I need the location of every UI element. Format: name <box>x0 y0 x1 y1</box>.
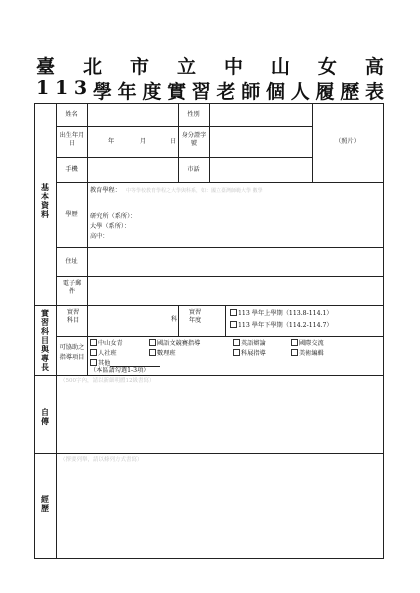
title-form-char: 老 <box>216 81 236 103</box>
subject-label: 實習科目 <box>66 309 80 324</box>
autobio-hint: （500字內，請以新細明體12級書寫） <box>60 378 155 384</box>
phone-label: 市話 <box>187 166 200 173</box>
title-form-char: 人 <box>290 81 310 103</box>
resume-form <box>34 103 384 558</box>
edu-line-university: 大學（系所）： <box>90 223 131 230</box>
address-label: 住址 <box>65 258 78 265</box>
title-school-char: 女 <box>317 56 337 78</box>
edu-line-highschool: 高中： <box>90 233 109 240</box>
title-form-char: 個 <box>266 81 286 103</box>
title-form <box>0 77 420 104</box>
title-form-char: 習 <box>191 81 211 103</box>
edu-hint: 中等學校教育學程之大學與科系，如：國立臺灣師範大學 數學 <box>126 188 263 194</box>
title-school <box>0 52 420 79</box>
guide-option-humanities[interactable]: 人社班 <box>90 349 117 358</box>
guide-label: 可協助之指導項目 <box>59 344 85 361</box>
year-label: 實習年度 <box>188 309 202 324</box>
title-school-char: 山 <box>270 56 290 78</box>
dob-label: 出生年月日 <box>59 132 85 147</box>
edu-line-graduate: 研究所（系所）： <box>90 213 137 220</box>
guide-option-chinese[interactable]: 國語文競賽指導 <box>149 339 200 348</box>
year-option-2[interactable]: 113 學年下學期（114.2-114.7） <box>230 321 333 330</box>
guide-option-fair[interactable]: 科展指導 <box>233 349 266 358</box>
title-form-char: 1 <box>36 77 50 99</box>
guide-option-other[interactable]: 其他 <box>90 359 110 368</box>
title-form-char: 度 <box>142 81 162 103</box>
section-experience-label: 經歷 <box>41 494 49 513</box>
title-school-char: 立 <box>176 56 196 78</box>
name-label: 姓名 <box>65 111 78 118</box>
education-label: 學歷 <box>65 211 78 218</box>
gender-label: 性別 <box>187 111 200 118</box>
title-school-char: 中 <box>223 56 243 78</box>
title-form-char: 歷 <box>340 81 360 103</box>
mobile-label: 手機 <box>65 166 78 173</box>
title-school-char: 臺 <box>36 56 56 78</box>
edu-line-program: 教育學程： <box>90 187 121 194</box>
title-form-char: 表 <box>364 81 384 103</box>
id-label: 身分證字號 <box>181 132 207 147</box>
title-form-char: 師 <box>241 81 261 103</box>
title-form-char: 1 <box>54 77 69 99</box>
guide-option-art[interactable]: 美術編輯 <box>291 349 324 358</box>
guide-note: （本區請勾選1-3項） <box>90 367 150 374</box>
guide-option-science[interactable]: 數理班 <box>149 349 176 358</box>
dob-year: 年 <box>108 138 115 145</box>
dob-day: 日 <box>170 138 177 145</box>
section-autobio-label: 自傳 <box>41 407 49 426</box>
experience-hint: （擇要列舉，請以條列方式書寫） <box>60 457 143 463</box>
title-form-char: 實 <box>167 81 187 103</box>
guide-option-intl[interactable]: 國際交流 <box>291 339 324 348</box>
guide-option-zhongshan[interactable]: 中山女青 <box>90 339 123 348</box>
title-form-char: 履 <box>315 81 335 103</box>
subject-suffix: 科 <box>171 316 178 323</box>
title-school-char: 市 <box>129 56 149 78</box>
title-school-char: 高 <box>364 56 384 78</box>
dob-month: 月 <box>140 138 147 145</box>
email-label: 電子郵件 <box>62 280 82 295</box>
title-school-char: 北 <box>82 56 102 78</box>
year-option-1[interactable]: 113 學年上學期（113.8-114.1） <box>230 309 333 318</box>
section-basic-label: 基本資料 <box>41 182 49 219</box>
title-form-char: 年 <box>117 81 137 103</box>
title-form-char: 3 <box>73 77 88 99</box>
section-subject-label: 實習科目與專長 <box>41 308 49 372</box>
guide-option-debate[interactable]: 英語辯論 <box>233 339 266 348</box>
photo-placeholder: （照片） <box>335 138 360 145</box>
title-form-char: 學 <box>92 81 112 103</box>
